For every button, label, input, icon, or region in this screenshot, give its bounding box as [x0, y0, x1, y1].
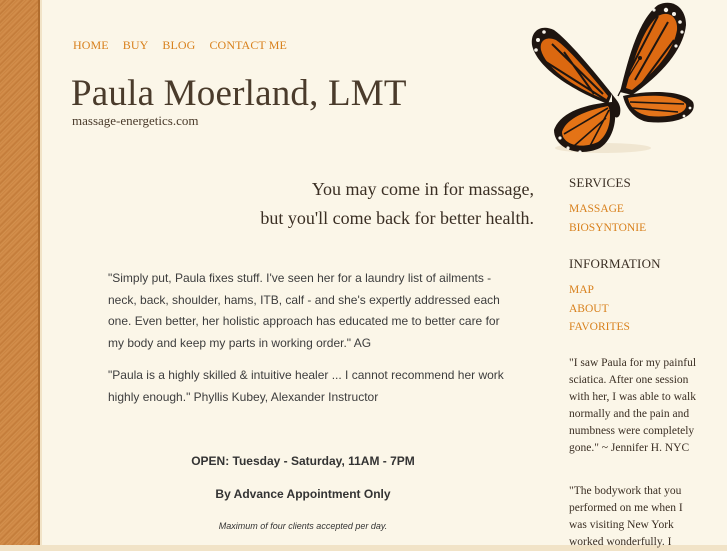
tagline-line-2: but you'll come back for better health. — [260, 208, 534, 228]
site-title: Paula Moerland, LMT — [71, 73, 407, 114]
services-heading: SERVICES — [569, 175, 631, 190]
nav-buy[interactable]: BUY — [122, 38, 149, 52]
testimonial-quote-2: "Paula is a highly skilled & intuitive healer ... I cannot recommend her work highly enough." Phyllis Kubey, Alexander Instructor — [108, 368, 504, 404]
sidebar-testimonial-2: "The bodywork that you performed on me when I was visiting New York worked wonderfully. I — [569, 485, 683, 548]
site-domain: massage-energetics.com — [72, 113, 199, 128]
sidebar-testimonial-1: "I saw Paula for my painful sciatica. After one session with her, I was able to walk normally and the pain and numbness were completely gone." ~ Jennifer H. NYC — [569, 357, 697, 454]
sidebar-link-biosyntonie[interactable]: BIOSYNTONIE — [569, 222, 647, 234]
sidebar-link-map[interactable]: MAP — [569, 284, 594, 296]
appointment-note: By Advance Appointment Only — [215, 487, 391, 501]
opening-hours: OPEN: Tuesday - Saturday, 11AM - 7PM — [191, 454, 415, 468]
sidebar-link-massage[interactable]: MASSAGE — [569, 203, 624, 215]
information-heading: INFORMATION — [569, 256, 661, 271]
sidebar-link-about[interactable]: ABOUT — [569, 303, 609, 315]
left-decorative-border — [0, 0, 40, 545]
butterfly-image — [508, 0, 698, 160]
tagline-line-1: You may come in for massage, — [311, 179, 534, 199]
sidebar-link-favorites[interactable]: FAVORITES — [569, 321, 630, 333]
top-navigation — [73, 38, 287, 53]
page-content — [42, 0, 727, 548]
testimonial-quote-1: "Simply put, Paula fixes stuff. I've seen her for a laundry list of ailments - neck, back, shoulder, hams, ITB, calf - and she's expertly addressed each one. Even better, her holistic approach has educated me to better care for my body and keep my parts in working order." AG — [108, 271, 500, 350]
max-clients-note: Maximum of four clients accepted per day. — [218, 521, 388, 531]
nav-home[interactable]: HOME — [73, 38, 109, 52]
tagline — [260, 175, 534, 233]
nav-blog[interactable]: BLOG — [162, 38, 196, 52]
nav-contact[interactable]: CONTACT ME — [209, 38, 287, 52]
